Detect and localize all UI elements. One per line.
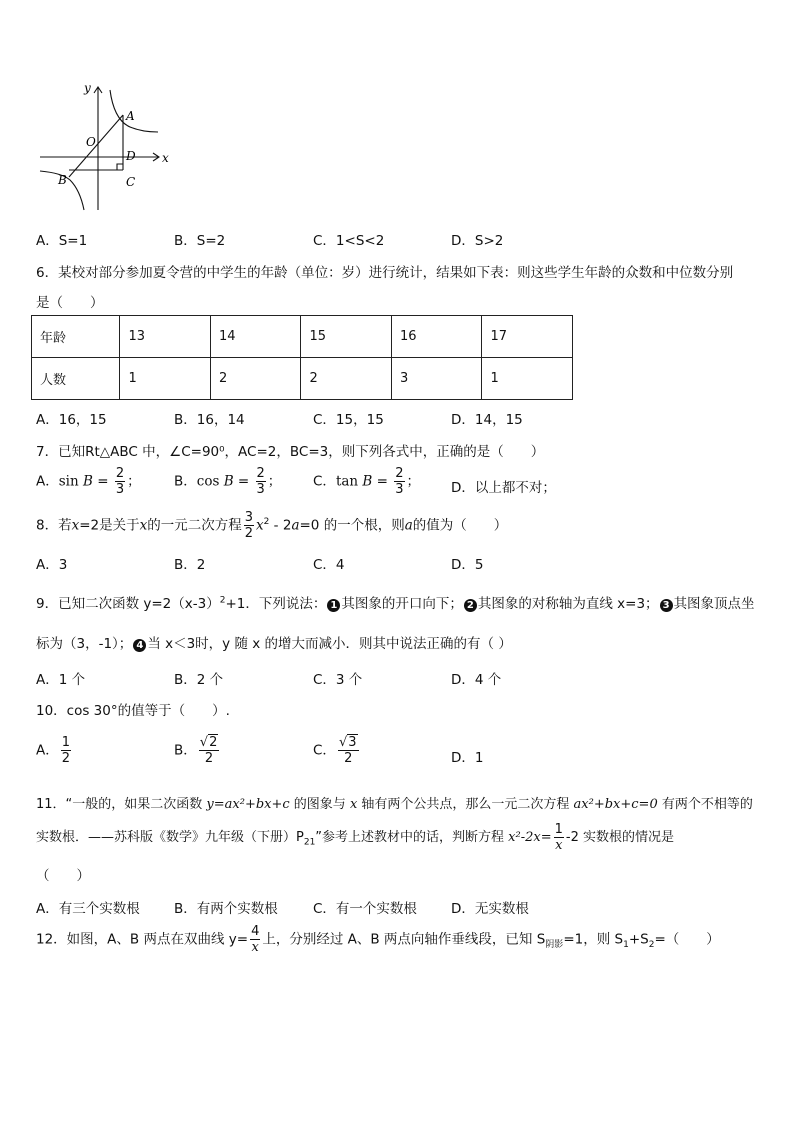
table-cell: 15 (301, 316, 392, 358)
q12-stem: 12．如图，A、B 两点在双曲线 y= $\frac{4}{x}$ 上，分别经过 A、B 两点向轴作垂线段，已知 $S_{阴影}=1$，则 $S_1+S_2=$（ ） (36, 924, 720, 955)
table-cell: 1 (120, 358, 211, 400)
q5-option-c: C．1<S<2 (313, 233, 385, 249)
fraction: $\frac{√2}{2}$ (199, 735, 218, 766)
q8-option-c: C．4 (313, 557, 345, 573)
q9-option-b: B．2 个 (174, 672, 224, 688)
fn-name: tan (335, 473, 359, 490)
q10-stem: 10．cos 30°的值等于（ ）. (36, 703, 230, 719)
fraction: $\frac{√3}{2}$ (338, 735, 357, 766)
q6-stem-line2: 是（ ） (36, 295, 104, 311)
equals: = (92, 473, 113, 490)
hyperbola-figure (34, 80, 174, 215)
q5-option-b: B．S=2 (174, 233, 226, 249)
fn-name: sin (58, 473, 79, 490)
q7-option-c (313, 466, 420, 497)
semicolon: ； (267, 473, 282, 490)
age-table (31, 315, 573, 400)
label-x: x (162, 151, 169, 165)
q9-option-a: A．1 个 (36, 672, 86, 688)
sqrt-symbol: √3 (338, 735, 357, 750)
q7-option-b (174, 466, 281, 497)
q6-option-c: C．15，15 (313, 412, 384, 428)
table-cell: 2 (301, 358, 392, 400)
q8-stem: 8．若x=2是关于x的一元二次方程 $\frac{3}{2}$ $x^2 - 2a=0$ 的一个根，则a的值为（ ） (36, 510, 508, 541)
q9-option-c: C．3 个 (313, 672, 363, 688)
table-cell: 16 (391, 316, 482, 358)
q11-stem-line3: （ ） (36, 868, 90, 884)
var-b: B (223, 473, 234, 490)
table-cell: 1 (482, 358, 573, 400)
table-cell: 3 (391, 358, 482, 400)
semicolon: ； (406, 473, 421, 490)
var-b: B (362, 473, 373, 490)
q11-option-b: B．有两个实数根 (174, 901, 278, 917)
fraction: $\frac{2}{3}$ (395, 466, 404, 497)
equals: = (233, 473, 254, 490)
fraction: $\frac{2}{3}$ (115, 466, 125, 497)
label-d: D (126, 149, 136, 163)
q11-option-d: D．无实数根 (451, 901, 529, 917)
equals: = (372, 473, 393, 490)
circled-number: 3 (660, 599, 673, 612)
q10-option-a: A． $\frac{1}{2}$ (36, 735, 71, 766)
q6-option-b: B．16，14 (174, 412, 245, 428)
fraction: $\frac{2}{3}$ (256, 466, 265, 497)
label-a: A (126, 109, 135, 123)
q10-option-d: D．1 (451, 750, 484, 766)
q11-option-c: C．有一个实数根 (313, 901, 417, 917)
option-label: A． (36, 473, 59, 490)
segment-ab (69, 115, 123, 177)
right-angle-mark (117, 164, 123, 170)
label-o: O (86, 135, 96, 149)
q10-option-b: B． $\frac{√2}{2}$ (174, 735, 218, 766)
circled-number: 4 (133, 639, 146, 652)
semicolon: ； (127, 473, 141, 490)
q8-option-d: D．5 (451, 557, 484, 573)
q11-option-a: A．有三个实数根 (36, 901, 140, 917)
label-c: C (126, 175, 136, 189)
q6-option-d: D．14，15 (451, 412, 523, 428)
label-b: B (58, 173, 67, 187)
q5-option-a: A．S=1 (36, 233, 88, 249)
table-cell: 14 (210, 316, 301, 358)
fraction: $\frac{4}{x}$ (251, 924, 260, 955)
var-b: B (83, 473, 93, 490)
q9-option-d: D．4 个 (451, 672, 502, 688)
q6-stem-line1: 6．某校对部分参加夏令营的中学生的年龄（单位：岁）进行统计，结果如下表：则这些学生年龄的众数和中位数分别 (36, 265, 734, 281)
q11-stem-line1: 11．“一般的，如果二次函数 y=ax²+bx+c 的图象与 x 轴有两个公共点，那么一元二次方程 ax²+bx+c=0 有两个不相等的 (36, 797, 753, 812)
q5-option-d: D．S>2 (451, 233, 504, 249)
q8-option-b: B．2 (174, 557, 206, 573)
q11-stem-line2: 实数根．——苏科版《数学》九年级（下册）$P_{21}$”参考上述教材中的话，判断方程 x²-2x= $\frac{1}{x}$ -2 实数根的情况是 (36, 822, 674, 853)
option-label: B． (174, 473, 197, 490)
circled-number: 2 (464, 599, 477, 612)
table-cell: 2 (210, 358, 301, 400)
table-cell: 年龄 (32, 316, 120, 358)
fraction: $\frac{3}{2}$ (244, 510, 254, 541)
fraction: $\frac{1}{x}$ (554, 822, 563, 853)
option-label: C． (313, 473, 336, 490)
q6-option-a: A．16，15 (36, 412, 107, 428)
table-cell: 人数 (32, 358, 120, 400)
table-cell: 17 (482, 316, 573, 358)
table-row (32, 316, 573, 358)
table-row (32, 358, 573, 400)
q10-option-c: C． $\frac{√3}{2}$ (313, 735, 357, 766)
q7-option-a (36, 466, 141, 497)
q8-option-a: A．3 (36, 557, 68, 573)
fraction: $\frac{1}{2}$ (61, 735, 71, 766)
q7-stem: 7．已知Rt△ABC 中，∠C=90⁰，AC=2，BC=3，则下列各式中，正确的是（ ） (36, 444, 545, 460)
q9-stem-line1: 9．已知二次函数 $y=2(x-3)^2+1$．下列说法： 1 其图象的开口向下； 2 其图象的对称轴为直线 x=3； 3 其图象顶点坐 (36, 595, 755, 612)
q9-stem-line2: 标为（3，-1）； 4 当 x＜3时，y 随 x 的增大而减小．则其中说法正确的有（ ） (36, 636, 512, 652)
label-y: y (84, 81, 91, 95)
circled-number: 1 (327, 599, 340, 612)
q7-option-d: D．以上都不对； (451, 480, 556, 496)
table-cell: 13 (120, 316, 211, 358)
fn-name: cos (196, 473, 220, 490)
sqrt-symbol: √2 (199, 735, 218, 750)
